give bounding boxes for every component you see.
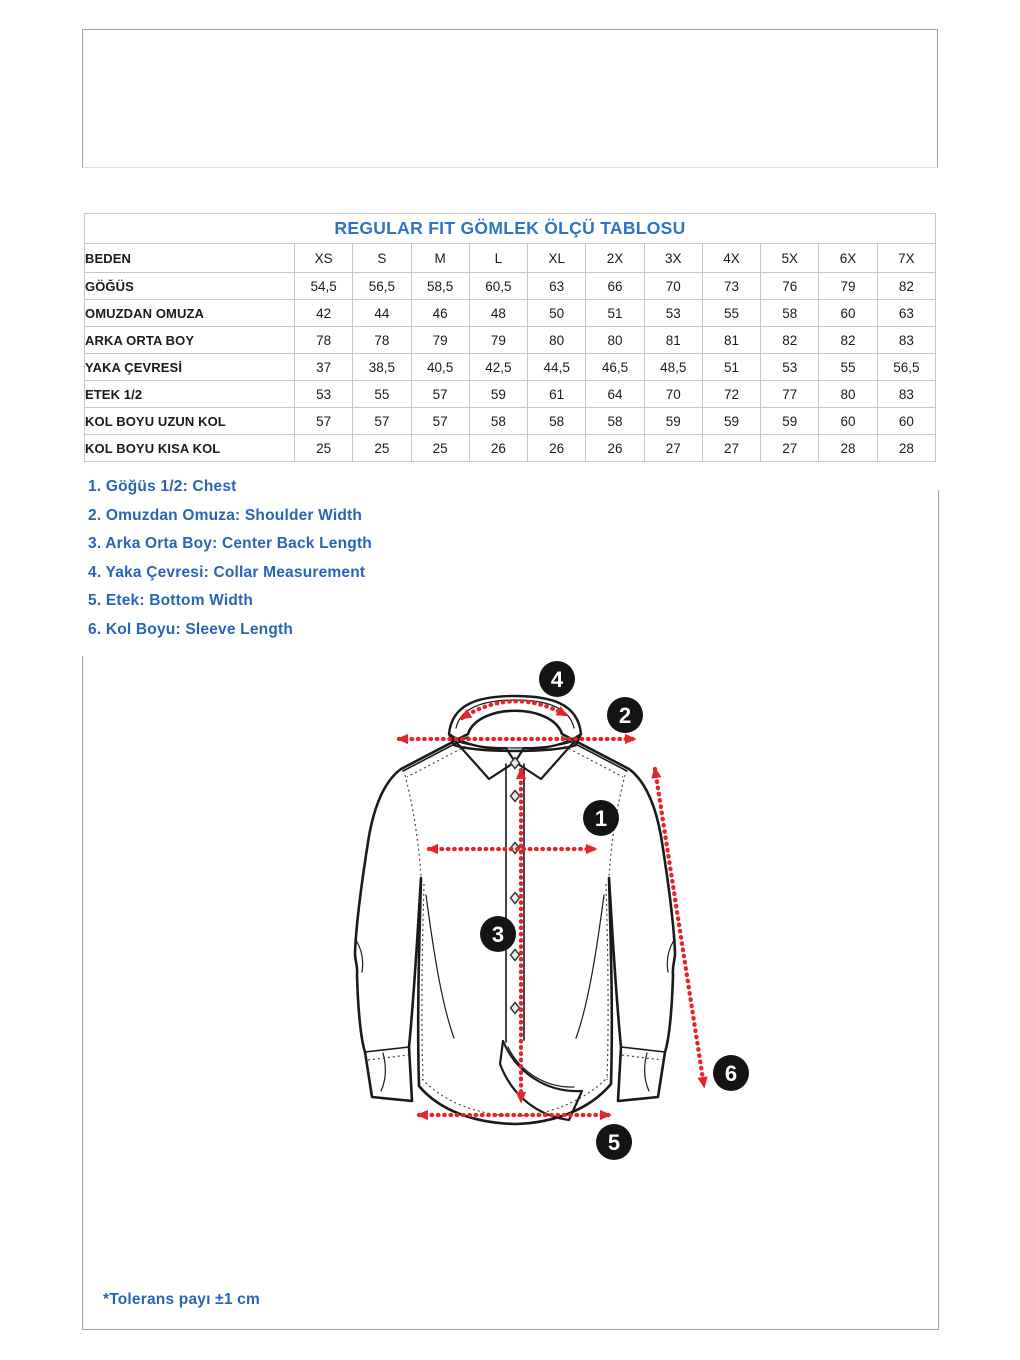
size-cell: 54,5 (295, 273, 353, 300)
legend-item-shoulder: 2. Omuzdan Omuza: Shoulder Width (88, 506, 363, 524)
table-row (85, 354, 936, 381)
size-cell: 28 (877, 435, 935, 462)
size-cell: 40,5 (411, 354, 469, 381)
size-cell: 42 (295, 300, 353, 327)
size-cell: 37 (295, 354, 353, 381)
row-label: OMUZDAN OMUZA (85, 300, 295, 327)
header-cell: M (411, 244, 469, 273)
size-cell: 72 (702, 381, 760, 408)
size-cell: 83 (877, 381, 935, 408)
badge-5-number: 5 (607, 1130, 621, 1155)
badge-2-number: 2 (618, 703, 632, 728)
header-cell: 6X (819, 244, 877, 273)
size-cell: 55 (353, 381, 411, 408)
header-cell: XL (528, 244, 586, 273)
header-cell: S (353, 244, 411, 273)
empty-top-frame (82, 29, 938, 168)
size-cell: 25 (411, 435, 469, 462)
table-row (85, 435, 936, 462)
size-cell: 82 (761, 327, 819, 354)
size-cell: 70 (644, 273, 702, 300)
size-cell: 46,5 (586, 354, 644, 381)
size-cell: 60 (819, 408, 877, 435)
size-cell: 44 (353, 300, 411, 327)
size-cell: 77 (761, 381, 819, 408)
size-cell: 61 (528, 381, 586, 408)
size-cell: 83 (877, 327, 935, 354)
size-cell: 57 (353, 408, 411, 435)
table-row (85, 300, 936, 327)
size-cell: 26 (586, 435, 644, 462)
size-cell: 58,5 (411, 273, 469, 300)
tolerance-footnote: *Tolerans payı ±1 cm (103, 1291, 260, 1308)
header-cell: 7X (877, 244, 935, 273)
size-cell: 79 (819, 273, 877, 300)
size-cell: 53 (644, 300, 702, 327)
size-cell: 80 (819, 381, 877, 408)
size-cell: 60 (819, 300, 877, 327)
header-cell: 2X (586, 244, 644, 273)
badge-3-number: 3 (491, 922, 505, 947)
size-cell: 59 (469, 381, 527, 408)
legend-item-sleeve: 6. Kol Boyu: Sleeve Length (88, 620, 294, 638)
size-cell: 27 (702, 435, 760, 462)
table-title: REGULAR FIT GÖMLEK ÖLÇÜ TABLOSU (85, 214, 936, 244)
row-label: KOL BOYU KISA KOL (85, 435, 295, 462)
badge-4-number: 4 (550, 667, 564, 692)
size-cell: 50 (528, 300, 586, 327)
header-cell: 5X (761, 244, 819, 273)
size-cell: 51 (702, 354, 760, 381)
size-cell: 26 (528, 435, 586, 462)
size-cell: 58 (469, 408, 527, 435)
size-table-section (84, 213, 936, 462)
size-cell: 76 (761, 273, 819, 300)
size-cell: 80 (528, 327, 586, 354)
header-cell: L (469, 244, 527, 273)
badge-1-number: 1 (594, 806, 608, 831)
size-cell: 78 (295, 327, 353, 354)
table-row (85, 327, 936, 354)
size-cell: 59 (644, 408, 702, 435)
table-row (85, 273, 936, 300)
size-cell: 78 (353, 327, 411, 354)
badge-6-number: 6 (724, 1061, 738, 1086)
size-cell: 38,5 (353, 354, 411, 381)
size-cell: 70 (644, 381, 702, 408)
table-header-row (85, 244, 936, 273)
size-cell: 28 (819, 435, 877, 462)
size-cell: 26 (469, 435, 527, 462)
size-cell: 44,5 (528, 354, 586, 381)
size-cell: 46 (411, 300, 469, 327)
size-cell: 56,5 (353, 273, 411, 300)
legend-item-chest: 1. Göğüs 1/2: Chest (88, 478, 237, 495)
size-cell: 56,5 (877, 354, 935, 381)
size-cell: 51 (586, 300, 644, 327)
size-cell: 58 (528, 408, 586, 435)
header-cell: BEDEN (85, 244, 295, 273)
legend-item-back-length: 3. Arka Orta Boy: Center Back Length (88, 535, 372, 552)
size-cell: 73 (702, 273, 760, 300)
size-cell: 60,5 (469, 273, 527, 300)
size-cell: 79 (411, 327, 469, 354)
row-label: KOL BOYU UZUN KOL (85, 408, 295, 435)
size-cell: 25 (295, 435, 353, 462)
size-cell: 63 (528, 273, 586, 300)
table-title-row (85, 214, 936, 244)
row-label: GÖĞÜS (85, 273, 295, 300)
size-cell: 55 (702, 300, 760, 327)
row-label: YAKA ÇEVRESİ (85, 354, 295, 381)
table-row (85, 408, 936, 435)
size-cell: 64 (586, 381, 644, 408)
header-cell: XS (295, 244, 353, 273)
legend-item-collar: 4. Yaka Çevresi: Collar Measurement (88, 563, 366, 581)
table-row (85, 381, 936, 408)
size-cell: 27 (644, 435, 702, 462)
size-cell: 48,5 (644, 354, 702, 381)
legend-item-bottom: 5. Etek: Bottom Width (88, 592, 254, 609)
size-cell: 58 (761, 300, 819, 327)
size-cell: 82 (877, 273, 935, 300)
size-cell: 59 (702, 408, 760, 435)
size-cell: 60 (877, 408, 935, 435)
size-cell: 48 (469, 300, 527, 327)
size-cell: 59 (761, 408, 819, 435)
header-cell: 4X (702, 244, 760, 273)
size-cell: 58 (586, 408, 644, 435)
size-table (84, 213, 936, 462)
row-label: ARKA ORTA BOY (85, 327, 295, 354)
size-cell: 53 (761, 354, 819, 381)
size-cell: 80 (586, 327, 644, 354)
shirt-outline-drawing (355, 696, 675, 1124)
size-cell: 53 (295, 381, 353, 408)
size-cell: 55 (819, 354, 877, 381)
size-cell: 81 (702, 327, 760, 354)
size-cell: 25 (353, 435, 411, 462)
size-cell: 66 (586, 273, 644, 300)
size-cell: 42,5 (469, 354, 527, 381)
measurement-legend (80, 473, 520, 656)
size-cell: 27 (761, 435, 819, 462)
row-label: ETEK 1/2 (85, 381, 295, 408)
size-cell: 57 (411, 381, 469, 408)
size-cell: 57 (411, 408, 469, 435)
size-cell: 57 (295, 408, 353, 435)
size-cell: 79 (469, 327, 527, 354)
size-cell: 81 (644, 327, 702, 354)
size-cell: 82 (819, 327, 877, 354)
size-cell: 63 (877, 300, 935, 327)
header-cell: 3X (644, 244, 702, 273)
